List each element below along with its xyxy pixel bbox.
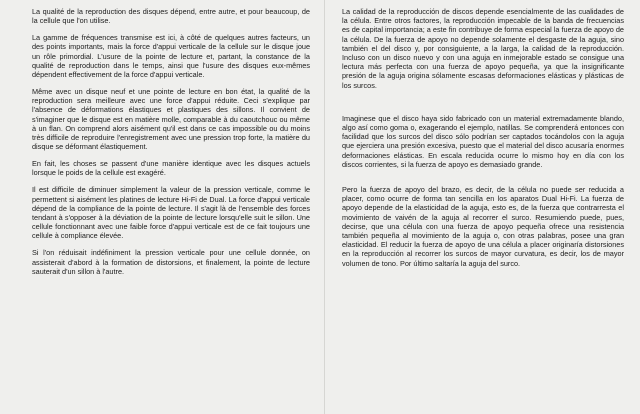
column-divider bbox=[324, 0, 325, 414]
french-text-column bbox=[32, 7, 310, 284]
paragraph: La qualité de la reproduction des disques dépend, entre autre, et pour beaucoup, de la cellule que l'on utilise. bbox=[32, 7, 310, 26]
paragraph: Il est difficile de diminuer simplement la valeur de la pression verticale, comme le permettent si aisément les platines de lecture Hi-Fi de Dual. La force d'appui verticale dépend de la compliance de la pointe de lecture. Il s'agit là de l'ensemble des forces tendant à s'opposer à la déviation de la pointe de lecture lorsqu'elle suit le sillon. Une cellule fonctionnant avec une faible force d'appui verticale est de ce fait toujours une cellule à compliance élevée. bbox=[32, 185, 310, 241]
paragraph: Imaginese que el disco haya sido fabricado con un material extremadamente blando, algo así como goma o, exagerando el ejemplo, natillas. Se comprenderá entonces con facilidad que los surcos del disco sólo podrían ser captados tocándolos con la aguja que ejerciera una presión excesiva, puesto que el material del disco acusaría enormes deformaciones elásticas. En escala reducida ocurre lo mismo hoy en día con los discos corrientes, si la fuerza de apoyo es demasiado grande. bbox=[342, 113, 624, 169]
paragraph: En fait, les choses se passent d'une manière identique avec les disques actuels lorsque le poids de la cellule est exagéré. bbox=[32, 159, 310, 178]
paragraph: La calidad de la reproducción de discos depende esencialmente de las cualidades de la célula. Entre otros factores, la reproducción impecable de la banda de frecuencias es de capital importancia; a este fin contribuye de forma especial la fuerza de apoyo de la célula. De la fuerza de apoyo no depende solamente el desgaste de la aguja, sino también el del disco y, por consiguiente, a la larga, la calidad de la reproducción. Incluso con un disco nuevo y con una aguja en inmejorable estado se consigue una lectura más perfecta con una fuerza de apoyo pequeña, ya que la insignificante presión de la aguja origina sólamente escasas deformaciones elásticas y plásticas de los surcos. bbox=[342, 7, 624, 90]
paragraph: La gamme de fréquences transmise est ici, à côté de quelques autres facteurs, un des points importants, mais la force d'appui verticale de la cellule sur le disque joue un rôle primordial. L'usure de la pointe de lecture et, partant, la constance de la qualité de reproduction dans le temps, ainsi que l'usure des disques eux-mêmes dépendent effectivement de la force d'appui verticale. bbox=[32, 33, 310, 80]
paragraph: Même avec un disque neuf et une pointe de lecture en bon état, la qualité de la reproduction sera meilleure avec une force d'appui réduite. Ceci s'explique par l'absence de déformations élastiques et plastiques des sillons. Il convient de s'imaginer que le disque est en matière molle, comparable à du caoutchouc ou même à un flan. On comprend alors aisément qu'il est dans ce cas impossible ou du moins très difficile de reproduire l'enregistrement avec une pression trop forte, la matière du disque se déformant élastiquement. bbox=[32, 87, 310, 152]
paragraph: Pero la fuerza de apoyo del brazo, es decir, de la célula no puede ser reducida a placer, como ocurre de forma tan sencilla en los aparatos Dual Hi-Fi. La fuerza de apoyo depende de la elasticidad de la aguja, esto es, de la fuerza que contrarresta el movimiento de vaivén de la aguja al recorrer el surco. Resumiendo puede, pues, decirse, que una célula con una fuerza de apoyo pequeña ofrece una resistencia también pequeña al movimiento de la aguja o, con otras palabras, posee una gran elasticidad. El reducir la fuerza de apoyo de una célula a placer originaría distorsiones en la reproducción al recorrer los surcos de mayor curvatura, es decir, los de mayor volumen de tono. Por último saltaría la aguja del surco. bbox=[342, 185, 624, 268]
spanish-text-column bbox=[342, 7, 624, 276]
paragraph: Si l'on réduisait indéfiniment la pression verticale pour une cellule donnée, on assisterait d'abord à la formation de distorsions, et finalement, la pointe de lecture sauterait d'un sillon à l'autre. bbox=[32, 248, 310, 276]
